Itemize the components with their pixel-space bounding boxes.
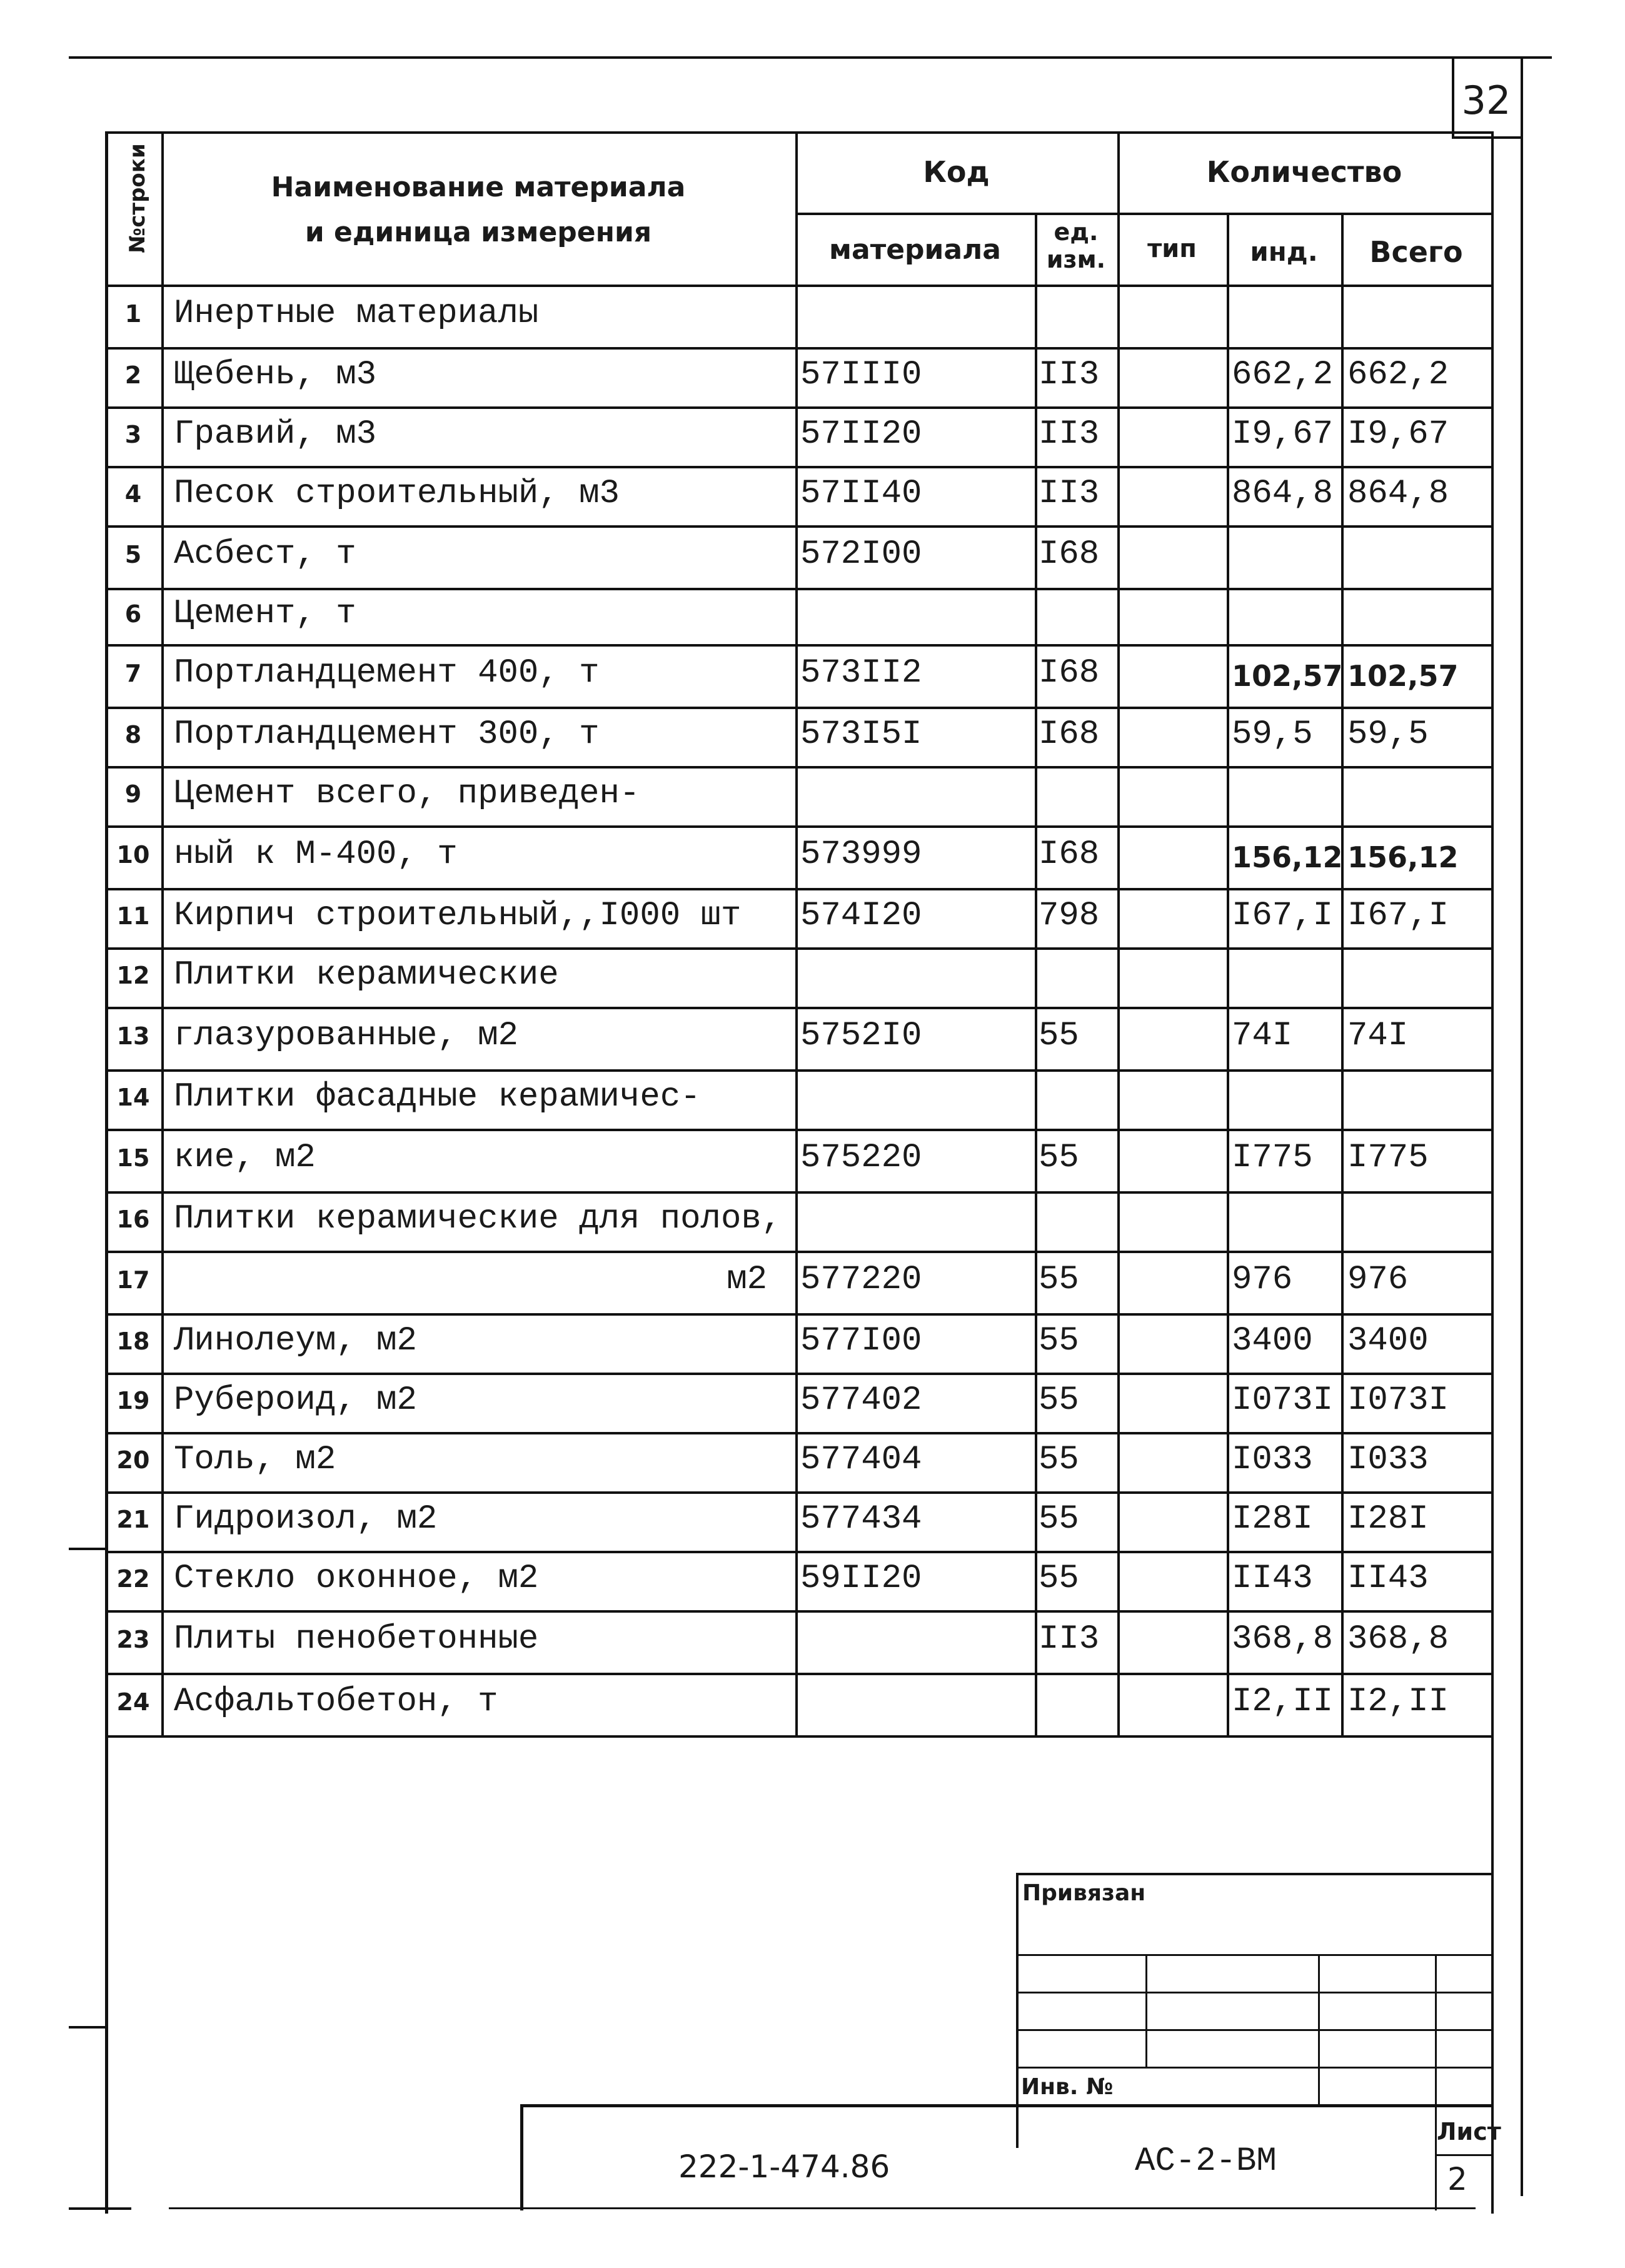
- table-cell-unit: II3: [1039, 415, 1100, 453]
- table-row-number: 16: [116, 1205, 150, 1233]
- table-cell-code: 574I20: [800, 896, 922, 935]
- table-cell-total: 156,12: [1347, 840, 1459, 874]
- table-cell-ind: 976: [1232, 1261, 1293, 1299]
- table-row-number: 1: [124, 300, 142, 328]
- table-cell-name: Плитки фасадные керамичес-: [174, 1077, 701, 1116]
- table-cell-ind: I28I: [1232, 1499, 1313, 1538]
- rule-line: [1016, 2029, 1491, 2031]
- rule-line: [1035, 213, 1037, 1738]
- table-cell-code: 573II2: [800, 654, 922, 692]
- table-cell-name: глазурованные, м2: [174, 1017, 518, 1055]
- table-row-number: 3: [124, 420, 142, 448]
- stamp-doc-code: 222-1-474.86: [678, 2149, 890, 2185]
- table-cell-name: кие, м2: [174, 1139, 316, 1177]
- table-cell-name: Толь, м2: [174, 1440, 336, 1479]
- header-code-group: Код: [923, 155, 990, 189]
- header-code-material: материала: [829, 234, 1001, 266]
- table-cell-name: Гравий, м3: [174, 415, 377, 453]
- rule-line: [1435, 2154, 1491, 2156]
- table-cell-name: Линолеум, м2: [174, 1321, 417, 1360]
- table-row-number: 11: [116, 902, 150, 930]
- rule-line: [105, 1432, 1491, 1434]
- table-cell-name: ный к М-400, т: [174, 835, 458, 874]
- table-cell-total: 662,2: [1347, 355, 1449, 394]
- table-cell-code: 577404: [800, 1440, 922, 1479]
- table-cell-name: Кирпич строительный,,I000 шт: [174, 896, 742, 935]
- table-cell-code: 57II40: [800, 474, 922, 513]
- table-cell-total: I2,II: [1347, 1683, 1449, 1721]
- table-cell-name: Асбест, т: [174, 535, 356, 573]
- table-cell-unit: 55: [1039, 1559, 1079, 1598]
- table-cell-total: 864,8: [1347, 474, 1449, 513]
- table-row-number: 4: [124, 480, 142, 508]
- rule-line: [105, 1129, 1491, 1131]
- stamp-sheet-label: Лист: [1437, 2118, 1501, 2145]
- rule-line: [105, 525, 1491, 528]
- table-cell-unit: I68: [1039, 535, 1100, 573]
- table-cell-name: Плитки керамические для полов,: [174, 1199, 782, 1238]
- header-qty-type: тип: [1147, 234, 1197, 263]
- table-cell-ind: I775: [1232, 1139, 1313, 1177]
- table-cell-ind: 74I: [1232, 1017, 1293, 1055]
- table-cell-unit: II3: [1039, 1620, 1100, 1658]
- table-cell-code: 577220: [800, 1261, 922, 1299]
- header-code-unit-2: изм.: [1046, 246, 1106, 273]
- sheet-number: 32: [1461, 78, 1511, 123]
- table-cell-total: II43: [1347, 1559, 1429, 1598]
- table-cell-total: 59,5: [1347, 715, 1429, 753]
- table-cell-name: Стекло оконное, м2: [174, 1559, 539, 1598]
- table-cell-ind: II43: [1232, 1559, 1313, 1598]
- table-cell-name: Портландцемент 400, т: [174, 654, 600, 692]
- rule-line: [105, 1373, 1491, 1375]
- table-cell-unit: II3: [1039, 355, 1100, 394]
- rule-line: [69, 56, 1552, 59]
- table-cell-total: I073I: [1347, 1381, 1449, 1419]
- table-cell-total: 74I: [1347, 1017, 1409, 1055]
- table-row-number: 24: [116, 1688, 150, 1716]
- table-cell-name: Рубероид, м2: [174, 1381, 417, 1419]
- table-cell-ind: 864,8: [1232, 474, 1334, 513]
- rule-line: [69, 2207, 131, 2210]
- table-row-number: 23: [116, 1626, 150, 1653]
- rule-line: [105, 1251, 1491, 1253]
- rule-line: [795, 213, 1491, 215]
- rule-line: [338, 2207, 1476, 2209]
- table-cell-unit: 55: [1039, 1440, 1079, 1479]
- rule-line: [105, 466, 1491, 468]
- table-cell-total: I67,I: [1347, 896, 1449, 935]
- header-name-line1: Наименование материала: [271, 171, 686, 203]
- rule-line: [520, 2104, 523, 2210]
- rule-line: [105, 1551, 1491, 1553]
- table-cell-name: м2: [727, 1261, 767, 1299]
- table-cell-code: 57II20: [800, 415, 922, 453]
- table-cell-code: 572I00: [800, 535, 922, 573]
- table-row-number: 22: [116, 1565, 150, 1593]
- rule-line: [795, 131, 798, 1738]
- table-cell-name: Гидроизол, м2: [174, 1499, 438, 1538]
- table-row-number: 6: [124, 600, 142, 628]
- table-cell-code: 573999: [800, 835, 922, 874]
- table-row-number: 13: [116, 1022, 150, 1050]
- rule-line: [105, 588, 1491, 590]
- stamp-doc-mark: АС-2-ВМ: [1135, 2142, 1277, 2180]
- table-row-number: 10: [116, 841, 150, 869]
- table-cell-unit: 55: [1039, 1261, 1079, 1299]
- table-row-number: 15: [116, 1144, 150, 1172]
- table-cell-unit: 55: [1039, 1321, 1079, 1360]
- rule-line: [105, 1007, 1491, 1009]
- table-cell-unit: 55: [1039, 1139, 1079, 1177]
- rule-line: [105, 1673, 1491, 1675]
- table-row-number: 18: [116, 1327, 150, 1355]
- rule-line: [105, 888, 1491, 890]
- table-cell-code: 577434: [800, 1499, 922, 1538]
- stamp-inv-label: Инв. №: [1021, 2074, 1114, 2100]
- table-row-number: 20: [116, 1446, 150, 1474]
- table-cell-code: 575220: [800, 1139, 922, 1177]
- table-cell-total: I033: [1347, 1440, 1429, 1479]
- header-quantity-group: Количество: [1206, 155, 1402, 189]
- header-qty-ind: инд.: [1250, 236, 1318, 267]
- table-cell-code: 577402: [800, 1381, 922, 1419]
- rule-line: [105, 644, 1491, 647]
- rule-line: [520, 2104, 1491, 2107]
- rule-line: [105, 347, 1491, 350]
- rule-line: [105, 1313, 1491, 1316]
- table-cell-code: 577I00: [800, 1321, 922, 1360]
- table-cell-ind: 662,2: [1232, 355, 1334, 394]
- table-cell-unit: 55: [1039, 1381, 1079, 1419]
- table-row-number: 14: [116, 1083, 150, 1111]
- table-cell-unit: 55: [1039, 1017, 1079, 1055]
- rule-line: [169, 2207, 344, 2209]
- header-row-number: №строки: [125, 143, 150, 253]
- rule-line: [105, 1491, 1491, 1494]
- table-cell-unit: I68: [1039, 835, 1100, 874]
- table-cell-ind: I9,67: [1232, 415, 1334, 453]
- table-cell-name: Плитки керамические: [174, 955, 559, 994]
- table-cell-total: 976: [1347, 1261, 1409, 1299]
- rule-line: [105, 1191, 1491, 1194]
- table-cell-name: Портландцемент 300, т: [174, 715, 600, 753]
- rule-line: [105, 947, 1491, 950]
- table-row-number: 5: [124, 541, 142, 568]
- rule-line: [161, 131, 164, 1738]
- rule-line: [1435, 1954, 1437, 2210]
- table-cell-unit: 55: [1039, 1499, 1079, 1538]
- table-row-number: 19: [116, 1386, 150, 1414]
- table-cell-name: Цемент, т: [174, 595, 356, 633]
- table-cell-ind: 368,8: [1232, 1620, 1334, 1658]
- rule-line: [1016, 1954, 1491, 1956]
- rule-line: [1521, 58, 1523, 2196]
- rule-line: [105, 1069, 1491, 1072]
- table-cell-ind: I2,II: [1232, 1683, 1334, 1721]
- header-qty-total: Всего: [1369, 235, 1463, 269]
- table-cell-ind: 156,12: [1232, 840, 1343, 874]
- stamp-bound-label: Привязан: [1022, 1880, 1146, 1906]
- stamp-sheet-value: 2: [1447, 2161, 1467, 2197]
- table-cell-unit: I68: [1039, 715, 1100, 753]
- header-name-line2: и единица измерения: [304, 216, 652, 248]
- rule-line: [1016, 1873, 1491, 1875]
- table-cell-total: I775: [1347, 1139, 1429, 1177]
- table-cell-name: Щебень, м3: [174, 355, 377, 394]
- rule-line: [1117, 131, 1120, 1738]
- table-cell-code: 59II20: [800, 1559, 922, 1598]
- table-cell-unit: I68: [1039, 654, 1100, 692]
- table-cell-unit: II3: [1039, 474, 1100, 513]
- table-cell-total: 368,8: [1347, 1620, 1449, 1658]
- table-row-number: 9: [124, 780, 142, 808]
- rule-line: [1145, 1954, 1147, 2067]
- header-code-unit-1: ед.: [1054, 218, 1099, 246]
- table-cell-name: Цемент всего, приведен-: [174, 774, 640, 813]
- table-cell-total: I28I: [1347, 1499, 1429, 1538]
- rule-line: [1491, 131, 1494, 2214]
- rule-line: [105, 825, 1491, 828]
- rule-line: [1016, 1992, 1491, 1993]
- table-cell-code: 5752I0: [800, 1017, 922, 1055]
- rule-line: [105, 1735, 1491, 1738]
- rule-line: [69, 1548, 106, 1550]
- rule-line: [1227, 213, 1229, 1738]
- rule-line: [1318, 1954, 1320, 2104]
- rule-line: [1016, 2067, 1491, 2069]
- table-cell-total: I9,67: [1347, 415, 1449, 453]
- table-row-number: 8: [124, 720, 142, 748]
- rule-line: [105, 131, 1491, 134]
- rule-line: [1341, 213, 1344, 1738]
- table-cell-ind: I033: [1232, 1440, 1313, 1479]
- table-cell-ind: 59,5: [1232, 715, 1313, 753]
- table-row-number: 12: [116, 961, 150, 989]
- rule-line: [69, 2026, 106, 2029]
- table-cell-unit: 798: [1039, 896, 1100, 935]
- rule-line: [105, 1610, 1491, 1613]
- table-row-number: 17: [116, 1266, 150, 1294]
- table-cell-total: 3400: [1347, 1321, 1429, 1360]
- table-cell-total: 102,57: [1347, 659, 1459, 693]
- table-row-number: 21: [116, 1505, 150, 1533]
- table-cell-name: Песок строительный, м3: [174, 474, 620, 513]
- rule-line: [105, 406, 1491, 409]
- rule-line: [105, 766, 1491, 769]
- table-cell-ind: 102,57: [1232, 659, 1343, 693]
- table-cell-ind: I073I: [1232, 1381, 1334, 1419]
- rule-line: [105, 285, 1491, 287]
- table-cell-code: 57III0: [800, 355, 922, 394]
- table-row-number: 2: [124, 361, 142, 389]
- rule-line: [1452, 136, 1522, 139]
- rule-line: [105, 707, 1491, 709]
- table-cell-name: Инертные материалы: [174, 295, 539, 333]
- table-cell-name: Асфальтобетон, т: [174, 1683, 498, 1721]
- table-cell-ind: 3400: [1232, 1321, 1313, 1360]
- table-cell-code: 573I5I: [800, 715, 922, 753]
- table-row-number: 7: [124, 660, 142, 687]
- table-cell-ind: I67,I: [1232, 896, 1334, 935]
- table-cell-name: Плиты пенобетонные: [174, 1620, 539, 1658]
